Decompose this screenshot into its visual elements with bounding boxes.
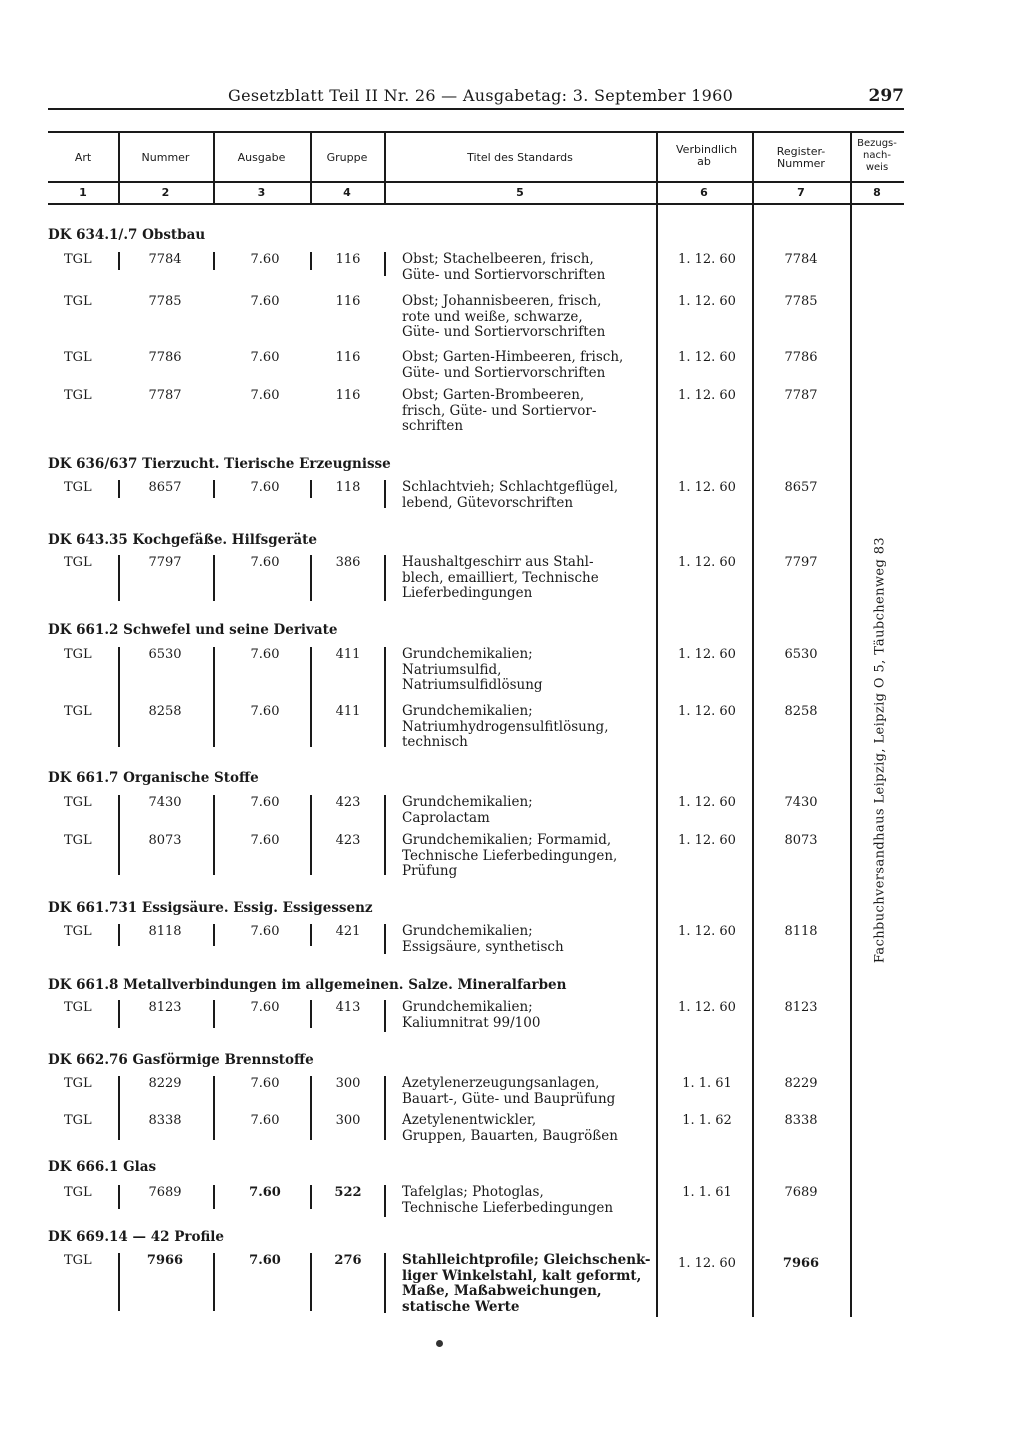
- cell-gruppe: 116: [335, 294, 361, 309]
- row-divider: [118, 647, 120, 747]
- cell-register: 7785: [784, 294, 818, 309]
- cell-ausgabe: 7.60: [250, 294, 280, 309]
- row-divider: [213, 555, 215, 601]
- column-number-3: 3: [257, 186, 266, 199]
- column-number-7: 7: [797, 186, 805, 199]
- page-number: 297: [868, 86, 904, 106]
- body-rule-register: [752, 205, 754, 1317]
- cell-ausgabe: 7.60: [250, 555, 280, 570]
- category-title: DK 662.76 Gasförmige Brennstoffe: [48, 1052, 314, 1068]
- row-divider: [118, 1185, 120, 1209]
- cell-art: TGL: [64, 350, 92, 365]
- header-title: Gesetzblatt Teil II Nr. 26 — Ausgabetag: 3. September 1960: [228, 86, 734, 105]
- row-divider: [118, 795, 120, 875]
- cell-titel: Azetylenentwickler, Gruppen, Bauarten, Baugrößen: [402, 1112, 618, 1144]
- table-top-rule: [48, 131, 904, 133]
- column-number-2: 2: [161, 186, 170, 199]
- row-divider: [384, 555, 386, 601]
- cell-verbindlich: 1. 12. 60: [678, 833, 736, 848]
- cell-nummer: 7689: [148, 1185, 182, 1200]
- row-divider: [118, 555, 120, 601]
- cell-register: 8073: [784, 833, 818, 848]
- cell-titel: Grundchemikalien; Kaliumnitrat 99/100: [402, 999, 541, 1031]
- row-divider: [310, 647, 312, 747]
- cell-register: 8123: [784, 1000, 818, 1015]
- cell-nummer: 6530: [148, 647, 182, 662]
- cell-verbindlich: 1. 12. 60: [678, 704, 736, 719]
- cell-nummer: 7797: [148, 555, 182, 570]
- cell-gruppe: 411: [335, 647, 361, 662]
- column-header-bezugsnachweis: Bezugs-nach-weis: [857, 138, 897, 173]
- row-divider: [310, 795, 312, 875]
- table-header-rule: [48, 181, 904, 183]
- category-title: DK 634.1/.7 Obstbau: [48, 227, 206, 243]
- category-title: DK 636/637 Tierzucht. Tierische Erzeugnisse: [48, 456, 391, 472]
- cell-register: 7689: [784, 1185, 818, 1200]
- cell-art: TGL: [64, 704, 92, 719]
- column-header-ausgabe: Ausgabe: [237, 151, 286, 164]
- cell-verbindlich: 1. 12. 60: [678, 1000, 736, 1015]
- cell-art: TGL: [64, 388, 92, 403]
- category-title: DK 661.8 Metallverbindungen im allgemeinen. Salze. Mineralfarben: [48, 977, 567, 993]
- cell-gruppe: 522: [334, 1185, 362, 1200]
- cell-register: 7786: [784, 350, 818, 365]
- cell-verbindlich: 1. 12. 60: [678, 555, 736, 570]
- cell-nummer: 7786: [148, 350, 182, 365]
- row-divider: [384, 1000, 386, 1032]
- cell-gruppe: 116: [335, 252, 361, 267]
- cell-titel: Grundchemikalien; Natriumhydrogensulfitlösung, technisch: [402, 703, 609, 750]
- cell-nummer: 8338: [148, 1113, 182, 1128]
- page-header: [48, 86, 904, 110]
- row-divider: [384, 1076, 386, 1140]
- cell-verbindlich: 1. 1. 61: [682, 1076, 732, 1091]
- row-divider: [213, 795, 215, 875]
- row-divider: [118, 1000, 120, 1028]
- column-number-4: 4: [343, 186, 351, 199]
- print-mark: [436, 1340, 443, 1347]
- cell-art: TGL: [64, 480, 92, 495]
- column-header-register: Register-Nummer: [776, 145, 826, 170]
- cell-titel: Schlachtvieh; Schlachtgeflügel, lebend, Gütevorschriften: [402, 479, 619, 511]
- cell-register: 6530: [784, 647, 818, 662]
- cell-ausgabe: 7.60: [250, 388, 280, 403]
- cell-register: 8657: [784, 480, 818, 495]
- cell-nummer: 7785: [148, 294, 182, 309]
- cell-nummer: 8657: [148, 480, 182, 495]
- cell-ausgabe: 7.60: [250, 350, 280, 365]
- row-divider: [213, 924, 215, 946]
- cell-art: TGL: [64, 647, 92, 662]
- cell-nummer: 7430: [148, 795, 182, 810]
- cell-ausgabe: 7.60: [249, 1185, 281, 1200]
- cell-register: 7784: [784, 252, 818, 267]
- row-divider: [384, 647, 386, 747]
- cell-register: 8258: [784, 704, 818, 719]
- row-divider: [213, 1000, 215, 1028]
- row-divider: [310, 480, 312, 498]
- cell-gruppe: 386: [335, 555, 361, 570]
- column-number-1: 1: [79, 186, 87, 199]
- cell-titel: Haushaltgeschirr aus Stahl- blech, emailliert, Technische Lieferbedingungen: [402, 554, 599, 601]
- cell-verbindlich: 1. 12. 60: [678, 388, 736, 403]
- category-title: DK 643.35 Kochgefäße. Hilfsgeräte: [48, 532, 317, 548]
- cell-gruppe: 118: [335, 480, 361, 495]
- row-divider: [118, 1076, 120, 1140]
- cell-register: 8338: [784, 1113, 818, 1128]
- cell-gruppe: 423: [335, 795, 361, 810]
- cell-gruppe: 300: [335, 1076, 361, 1091]
- cell-art: TGL: [64, 252, 92, 267]
- cell-nummer: 7966: [146, 1253, 184, 1268]
- cell-gruppe: 116: [335, 350, 361, 365]
- cell-gruppe: 276: [334, 1253, 362, 1268]
- row-divider: [213, 647, 215, 747]
- cell-nummer: 8123: [148, 1000, 182, 1015]
- cell-nummer: 8118: [148, 924, 182, 939]
- row-divider: [310, 924, 312, 946]
- cell-ausgabe: 7.60: [250, 795, 280, 810]
- cell-art: TGL: [64, 1185, 92, 1200]
- row-divider: [384, 252, 386, 276]
- column-number-6: 6: [700, 186, 708, 199]
- row-divider: [213, 1185, 215, 1209]
- cell-nummer: 7787: [148, 388, 182, 403]
- row-divider: [118, 1253, 120, 1311]
- column-header-art: Art: [74, 151, 92, 164]
- row-divider: [310, 252, 312, 270]
- cell-verbindlich: 1. 12. 60: [678, 480, 736, 495]
- cell-register: 7797: [784, 555, 818, 570]
- row-divider: [384, 1253, 386, 1313]
- cell-gruppe: 116: [335, 388, 361, 403]
- row-divider: [118, 252, 120, 270]
- cell-art: TGL: [64, 833, 92, 848]
- category-title: DK 666.1 Glas: [48, 1159, 157, 1175]
- column-header-titel: Titel des Standards: [467, 151, 573, 164]
- cell-ausgabe: 7.60: [250, 1113, 280, 1128]
- cell-ausgabe: 7.60: [250, 924, 280, 939]
- row-divider: [384, 480, 386, 508]
- cell-gruppe: 421: [335, 924, 361, 939]
- cell-titel: Obst; Johannisbeeren, frisch, rote und weiße, schwarze, Güte- und Sortiervorschriften: [402, 293, 606, 340]
- cell-art: TGL: [64, 1000, 92, 1015]
- cell-ausgabe: 7.60: [250, 252, 280, 267]
- cell-nummer: 7784: [148, 252, 182, 267]
- row-divider: [310, 555, 312, 601]
- row-divider: [213, 480, 215, 498]
- row-divider: [310, 1185, 312, 1209]
- column-number-8: 8: [873, 186, 881, 199]
- cell-titel: Azetylenerzeugungsanlagen, Bauart-, Güte- und Bauprüfung: [402, 1075, 616, 1107]
- cell-gruppe: 413: [335, 1000, 361, 1015]
- row-divider: [310, 1000, 312, 1028]
- cell-ausgabe: 7.60: [250, 1000, 280, 1015]
- cell-titel: Grundchemikalien; Formamid, Technische Lieferbedingungen, Prüfung: [402, 832, 618, 879]
- body-rule-bezug: [850, 205, 852, 1317]
- row-divider: [213, 252, 215, 270]
- cell-verbindlich: 1. 12. 60: [678, 795, 736, 810]
- cell-register: 8118: [784, 924, 818, 939]
- row-divider: [118, 924, 120, 946]
- cell-nummer: 8258: [148, 704, 182, 719]
- cell-art: TGL: [64, 1113, 92, 1128]
- cell-register: 7787: [784, 388, 818, 403]
- cell-ausgabe: 7.60: [249, 1253, 281, 1268]
- cell-art: TGL: [64, 555, 92, 570]
- body-rule-verbindlich: [656, 205, 658, 1317]
- column-header-verbindlich: Verbindlich ab: [676, 143, 738, 168]
- header-rule: [48, 108, 904, 110]
- cell-titel: Grundchemikalien; Caprolactam: [402, 794, 533, 826]
- row-divider: [384, 795, 386, 875]
- cell-verbindlich: 1. 12. 60: [678, 647, 736, 662]
- cell-nummer: 8073: [148, 833, 182, 848]
- category-title: DK 661.731 Essigsäure. Essig. Essigessenz: [48, 900, 373, 916]
- cell-titel: Grundchemikalien; Essigsäure, synthetisch: [402, 923, 564, 955]
- cell-verbindlich: 1. 1. 62: [682, 1113, 732, 1128]
- cell-ausgabe: 7.60: [250, 1076, 280, 1091]
- cell-verbindlich: 1. 12. 60: [678, 350, 736, 365]
- row-divider: [384, 924, 386, 954]
- cell-verbindlich: 1. 12. 60: [678, 1256, 736, 1271]
- cell-register: 8229: [784, 1076, 818, 1091]
- cell-ausgabe: 7.60: [250, 833, 280, 848]
- cell-titel: Tafelglas; Photoglas, Technische Lieferbedingungen: [402, 1184, 614, 1216]
- cell-verbindlich: 1. 12. 60: [678, 294, 736, 309]
- cell-nummer: 8229: [148, 1076, 182, 1091]
- cell-art: TGL: [64, 1076, 92, 1091]
- cell-titel: Obst; Garten-Brombeeren, frisch, Güte- und Sortiervor- schriften: [402, 387, 597, 434]
- cell-art: TGL: [64, 1253, 92, 1268]
- cell-gruppe: 300: [335, 1113, 361, 1128]
- category-title: DK 661.2 Schwefel und seine Derivate: [48, 622, 338, 638]
- cell-ausgabe: 7.60: [250, 704, 280, 719]
- cell-gruppe: 411: [335, 704, 361, 719]
- cell-verbindlich: 1. 12. 60: [678, 252, 736, 267]
- cell-titel: Obst; Stachelbeeren, frisch, Güte- und Sortiervorschriften: [402, 251, 606, 283]
- cell-art: TGL: [64, 294, 92, 309]
- publisher-side-note: Fachbuchversandhaus Leipzig, Leipzig O 5, Täubchenweg 83: [872, 536, 888, 964]
- row-divider: [310, 1076, 312, 1140]
- row-divider: [213, 1253, 215, 1311]
- row-divider: [213, 1076, 215, 1140]
- category-title: DK 669.14 — 42 Profile: [48, 1229, 224, 1245]
- cell-register: 7430: [784, 795, 818, 810]
- cell-titel: Stahlleichtprofile; Gleichschenk- liger Winkelstahl, kalt geformt, Maße, Maßabweichungen, statische Werte: [402, 1252, 651, 1315]
- cell-ausgabe: 7.60: [250, 647, 280, 662]
- column-header-nummer: Nummer: [141, 151, 190, 164]
- cell-titel: Obst; Garten-Himbeeren, frisch, Güte- und Sortiervorschriften: [402, 349, 624, 381]
- row-divider: [384, 1185, 386, 1217]
- row-divider: [310, 1253, 312, 1311]
- cell-titel: Grundchemikalien; Natriumsulfid, Natriumsulfidlösung: [402, 646, 543, 693]
- cell-verbindlich: 1. 12. 60: [678, 924, 736, 939]
- cell-ausgabe: 7.60: [250, 480, 280, 495]
- cell-gruppe: 423: [335, 833, 361, 848]
- cell-art: TGL: [64, 795, 92, 810]
- row-divider: [118, 480, 120, 498]
- cell-art: TGL: [64, 924, 92, 939]
- cell-verbindlich: 1. 1. 61: [682, 1185, 732, 1200]
- cell-register: 7966: [782, 1256, 820, 1271]
- table-numbers-rule: [48, 203, 904, 205]
- column-header-gruppe: Gruppe: [326, 151, 368, 164]
- column-number-5: 5: [516, 186, 524, 199]
- category-title: DK 661.7 Organische Stoffe: [48, 770, 259, 786]
